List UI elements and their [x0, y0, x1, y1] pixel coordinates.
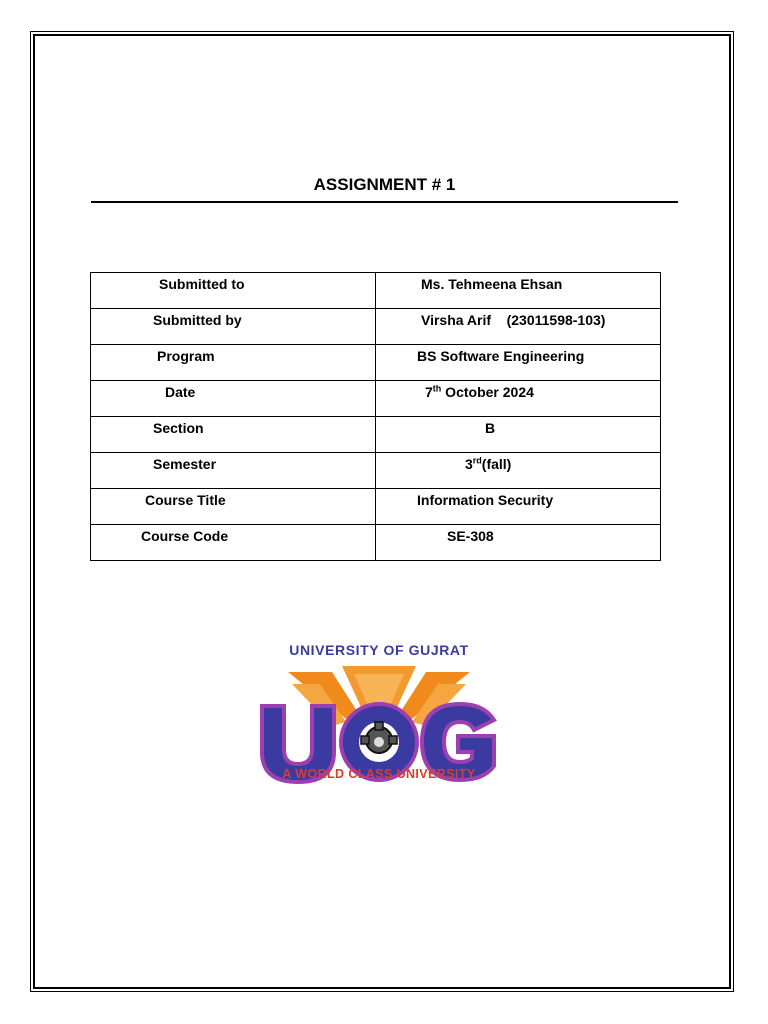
date-rest: October 2024	[441, 384, 534, 400]
row-value: B	[485, 420, 496, 436]
table-row	[91, 417, 661, 453]
row-value: Ms. Tehmeena Ehsan	[421, 276, 563, 292]
row-value-cell	[376, 309, 661, 345]
row-value-cell	[376, 453, 661, 489]
row-label: Semester	[153, 456, 217, 472]
row-value-cell	[376, 381, 661, 417]
row-value-cell	[376, 525, 661, 561]
date-day-suffix: th	[432, 383, 442, 394]
table-row	[91, 381, 661, 417]
logo-bottom-text: A WORLD CLASS UNIVERSITY	[282, 767, 476, 781]
row-label-cell	[91, 345, 376, 381]
row-label-cell	[91, 453, 376, 489]
semester-term: (fall)	[481, 456, 512, 472]
row-value-cell	[376, 345, 661, 381]
row-value: BS Software Engineering	[417, 348, 585, 364]
university-logo	[232, 622, 526, 802]
row-label: Date	[165, 384, 196, 400]
assignment-title: ASSIGNMENT # 1	[313, 175, 456, 194]
table-row	[91, 525, 661, 561]
row-label: Program	[157, 348, 215, 364]
row-label-cell	[91, 381, 376, 417]
row-label-cell	[91, 525, 376, 561]
row-label: Course Title	[145, 492, 226, 508]
semester-suffix: rd	[472, 455, 482, 466]
row-label-cell	[91, 489, 376, 525]
table-row	[91, 345, 661, 381]
logo-top-text: UNIVERSITY OF GUJRAT	[289, 642, 469, 658]
row-value-cell	[376, 417, 661, 453]
row-label: Course Code	[141, 528, 229, 544]
row-label: Submitted by	[153, 312, 242, 328]
row-value: SE-308	[447, 528, 494, 544]
row-label: Submitted to	[159, 276, 245, 292]
row-value: Information Security	[417, 492, 554, 508]
row-value	[376, 453, 660, 472]
table-row	[91, 489, 661, 525]
row-value-cell	[376, 273, 661, 309]
semester-number: 3	[465, 456, 473, 472]
row-label: Section	[153, 420, 204, 436]
row-value	[376, 381, 660, 400]
row-value-cell	[376, 489, 661, 525]
row-label-cell	[91, 417, 376, 453]
table-row	[91, 273, 661, 309]
title-underline	[91, 201, 678, 203]
table-row	[91, 453, 661, 489]
date-day: 7	[425, 384, 433, 400]
submission-details-table	[90, 272, 661, 561]
row-label-cell	[91, 309, 376, 345]
row-value: Virsha Arif (23011598-103)	[421, 312, 606, 328]
table-row	[91, 309, 661, 345]
row-label-cell	[91, 273, 376, 309]
